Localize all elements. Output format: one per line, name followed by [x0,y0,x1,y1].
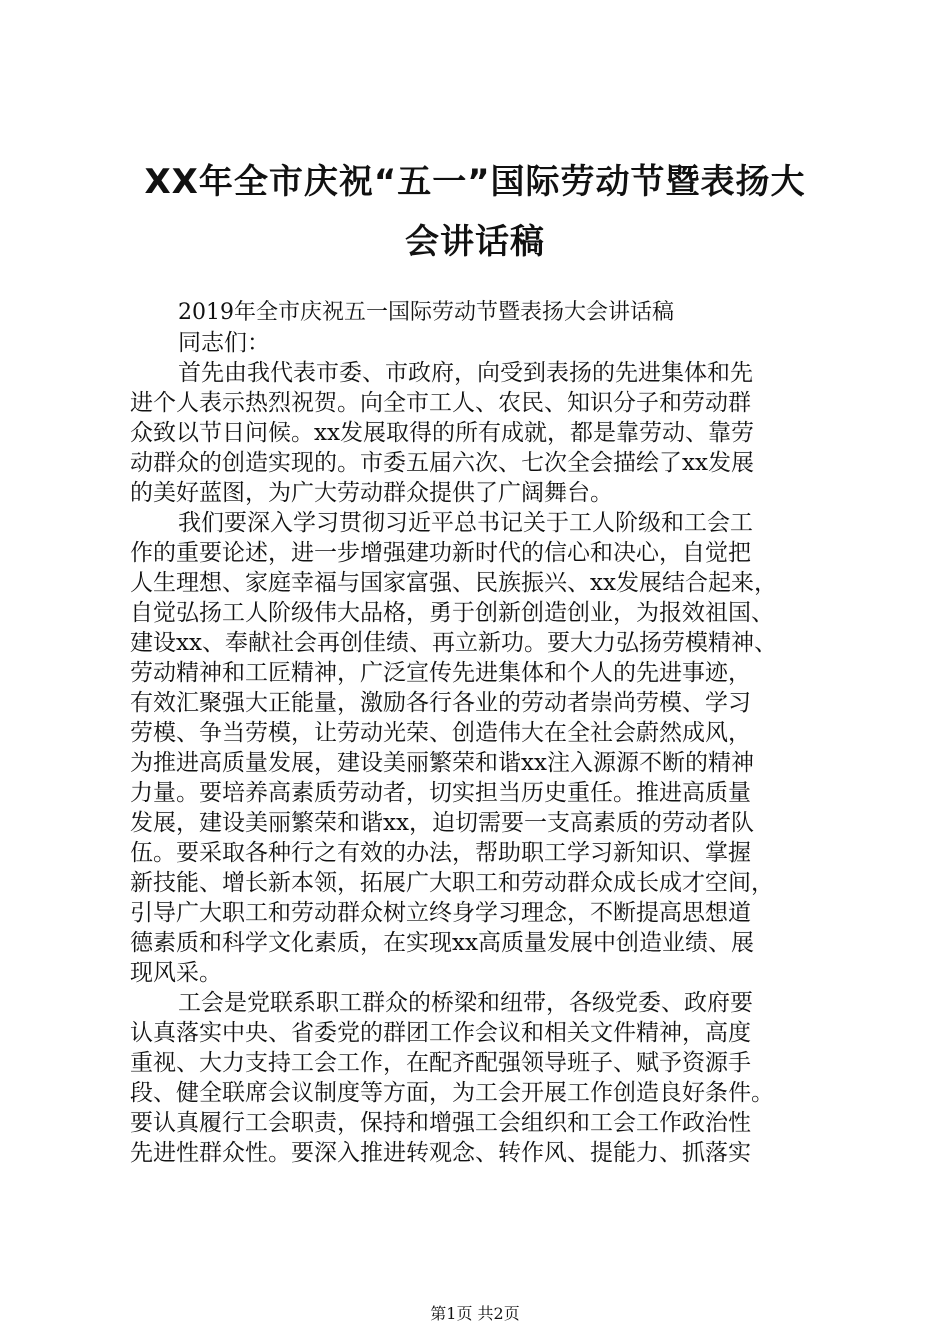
paragraph-line: 人生理想、家庭幸福与国家富强、民族振兴、xx发展结合起来， [130,570,777,596]
paragraph-line: 为推进高质量发展，建设美丽繁荣和谐xx注入源源不断的精神 [130,750,754,776]
document-body [130,298,834,1168]
paragraph-line: 我们要深入学习贯彻习近平总书记关于工人阶级和工会工 [178,510,753,536]
paragraph-line: 德素质和科学文化素质，在实现xx高质量发展中创造业绩、展 [130,930,754,956]
paragraph-line: 要认真履行工会职责，保持和增强工会组织和工会工作政治性 [130,1110,751,1136]
paragraph-line: 引导广大职工和劳动群众树立终身学习理念，不断提高思想道 [130,900,751,926]
paragraph-line: 劳模、争当劳模，让劳动光荣、创造伟大在全社会蔚然成风， [130,720,751,746]
paragraph-line: 的美好蓝图，为广大劳动群众提供了广阔舞台。 [130,480,613,506]
paragraph-line: 有效汇聚强大正能量，激励各行各业的劳动者崇尚劳模、学习 [130,690,751,716]
paragraph-line: 作的重要论述，进一步增强建功新时代的信心和决心，自觉把 [130,540,751,566]
paragraph-line: 建设xx、奉献社会再创佳绩、再立新功。要大力弘扬劳模精神、 [130,630,777,656]
paragraph-line: 众致以节日问候。xx发展取得的所有成就，都是靠劳动、靠劳 [130,420,754,446]
paragraph-line: 进个人表示热烈祝贺。向全市工人、农民、知识分子和劳动群 [130,390,751,416]
paragraph-line: 动群众的创造实现的。市委五届六次、七次全会描绘了xx发展 [130,450,754,476]
salutation: 同志们： [178,330,270,356]
paragraph-line: 力量。要培养高素质劳动者，切实担当历史重任。推进高质量 [130,780,751,806]
paragraph-line: 认真落实中央、省委党的群团工作会议和相关文件精神，高度 [130,1020,751,1046]
paragraph-line: 伍。要采取各种行之有效的办法，帮助职工学习新知识、掌握 [130,840,751,866]
paragraph-line: 先进性群众性。要深入推进转观念、转作风、提能力、抓落实 [130,1140,751,1166]
paragraph-line: 自觉弘扬工人阶级伟大品格，勇于创新创造创业，为报效祖国、 [130,600,774,626]
document-title-line-2: 会讲话稿 [405,222,545,262]
page-number-footer: 第1页 共2页 [430,1304,520,1323]
document-subtitle: 2019年全市庆祝五一国际劳动节暨表扬大会讲话稿 [178,300,674,325]
paragraph-line: 首先由我代表市委、市政府，向受到表扬的先进集体和先 [178,360,753,386]
paragraph-line: 新技能、增长新本领，拓展广大职工和劳动群众成长成才空间， [130,870,774,896]
document-title-line-1: XX年全市庆祝“五一”国际劳动节暨表扬大 [144,162,806,202]
paragraph-line: 段、健全联席会议制度等方面，为工会开展工作创造良好条件。 [130,1080,774,1106]
paragraph-line: 发展，建设美丽繁荣和谐xx，迫切需要一支高素质的劳动者队 [130,810,754,836]
paragraph-line: 现风采。 [130,960,222,986]
paragraph-line: 劳动精神和工匠精神，广泛宣传先进集体和个人的先进事迹， [130,660,751,686]
paragraph-line: 重视、大力支持工会工作，在配齐配强领导班子、赋予资源手 [130,1050,751,1076]
paragraph-line: 工会是党联系职工群众的桥梁和纽带，各级党委、政府要 [178,990,753,1016]
